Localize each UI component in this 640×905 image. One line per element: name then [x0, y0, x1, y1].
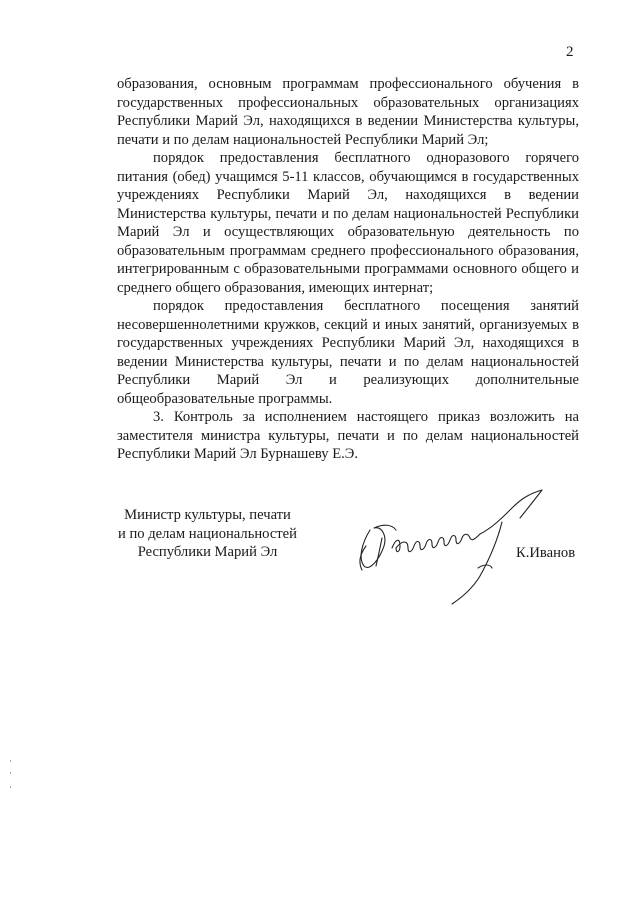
paragraph-continuation: образования, основным программам профессионального обучения в государственных профессиональных образовательных организациях Республики Марий Эл, находящихся в ведении Министерства культуры, печати и по делам национальностей Республики Марий Эл; — [117, 76, 579, 148]
signatory-title — [95, 506, 320, 562]
margin-scan-marks — [10, 760, 12, 800]
signatory-title-line: Республики Марий Эл — [137, 544, 278, 560]
signatory-title-line: Министр культуры, печати — [124, 507, 291, 523]
signatory-title-line: и по делам национальностей — [118, 525, 297, 542]
document-body — [117, 75, 579, 464]
signer-name: К.Иванов — [516, 545, 576, 561]
page-number: 2 — [566, 44, 574, 60]
paragraph-clubs-procedure: порядок предоставления бесплатного посещения занятий несовершеннолетними кружков, секций и иных занятий, организуемых в государственных учреждениях Республики Марий Эл, находящихся в ведении Министерства культуры, печати и по делам национальностей Республики Марий Эл и реализующих дополнительные общеобразовательные программы. — [117, 298, 579, 407]
paragraph-meal-procedure: порядок предоставления бесплатного одноразового горячего питания (обед) учащимся 5-11 классов, обучающимся в государственных учреждениях Республики Марий Эл, находящихся в ведении Министерства культуры, печати и по делам национальностей Республики Марий Эл и осуществляющих образовательную деятельность по образовательным программам среднего профессионального образования, интегрированным с образовательными программами основного общего и среднего общего образования, имеющих интернат; — [117, 150, 579, 296]
paragraph-control-clause: 3. Контроль за исполнением настоящего приказ возложить на заместителя министра культуры, печати и по делам национальностей Республики Марий Эл Бурнашеву Е.Э. — [117, 409, 579, 462]
